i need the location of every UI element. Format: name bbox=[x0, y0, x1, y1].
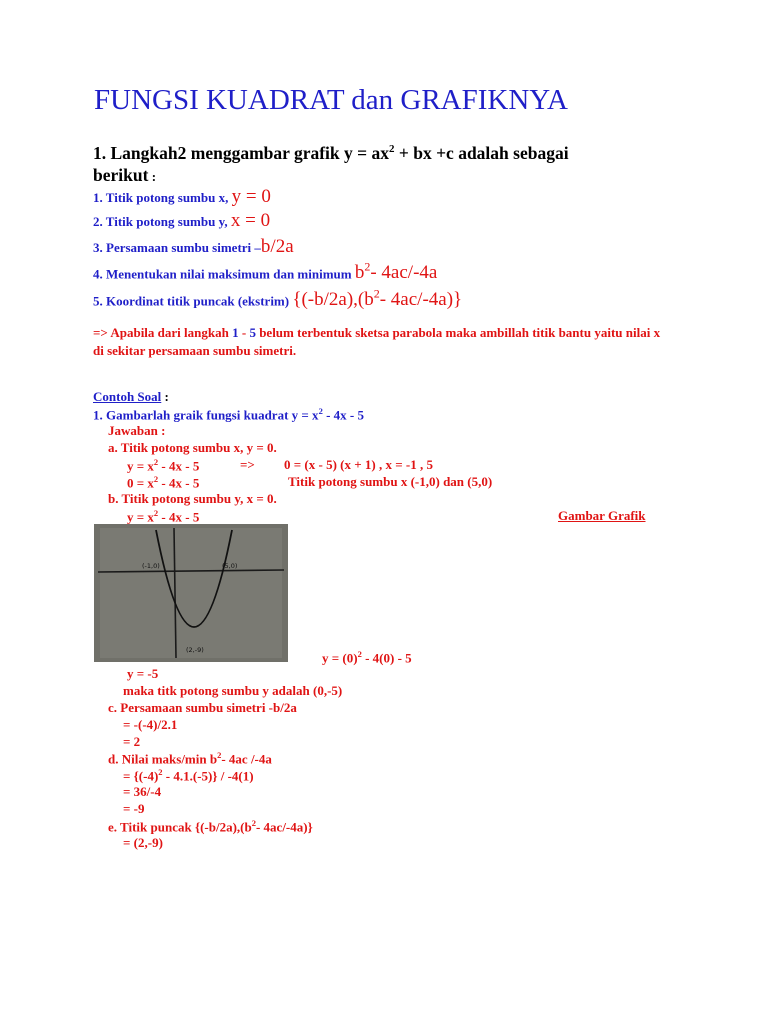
part-b-conclusion: maka titk potong sumbu y adalah (0,-5) bbox=[123, 683, 343, 698]
step-4-text: 4. Menentukan nilai maksimum dan minimum bbox=[93, 266, 352, 282]
contoh-soal-label: Contoh Soal bbox=[93, 389, 162, 404]
step-2-formula: x = 0 bbox=[230, 210, 271, 231]
part-b-line2: $y = (0)^2 - 4(0) - 5$ bbox=[322, 649, 412, 666]
heading-text: 1. Langkah2 menggambar grafik y = ax bbox=[93, 142, 389, 163]
step-3-text: 3. Persamaan sumbu simetri – bbox=[93, 240, 261, 255]
vertex-label: (2,-9) bbox=[186, 646, 204, 654]
part-c-line2: = 2 bbox=[123, 734, 141, 749]
part-b-heading: b. Titik potong sumbu y, x = 0. bbox=[108, 491, 277, 506]
part-d-line2: = 36/-4 bbox=[123, 784, 162, 799]
step-3-formula: b/2a bbox=[260, 236, 294, 257]
step-3 bbox=[93, 236, 294, 258]
part-d-heading: d. Nilai maks/min $b^2-$ 4ac /-4a bbox=[108, 750, 272, 767]
part-c-line1: = -(-4)/2.1 bbox=[123, 717, 178, 732]
part-d-line1: = $\{(-4)^2 - 4.1.(-5)\} / -4(1)$ bbox=[123, 767, 254, 784]
jawaban-label: Jawaban : bbox=[108, 423, 166, 438]
graph-photo bbox=[94, 524, 288, 662]
page-title: FUNGSI KUADRAT dan GRAFIKNYA bbox=[94, 84, 568, 116]
part-e-heading: e. Titik puncak {$(-b/2a),(b^2-$ 4ac/-4a)} bbox=[108, 818, 313, 835]
part-a-arrow: => bbox=[240, 457, 255, 472]
part-b-line3: y = -5 bbox=[127, 666, 159, 681]
part-b-line1: $y = x^2 - 4x - 5$ bbox=[127, 508, 200, 525]
gambar-grafik-label: Gambar Grafik bbox=[558, 508, 646, 523]
step-4 bbox=[93, 260, 437, 284]
heading-superscript: 2 bbox=[389, 143, 395, 155]
part-a-factor: 0 = (x - 5) (x + 1) , x = -1 , 5 bbox=[284, 457, 433, 472]
steps-heading bbox=[93, 138, 569, 188]
heading-text-cont: + bx +c adalah sebagai bbox=[394, 142, 569, 163]
parabola-graph bbox=[94, 524, 288, 662]
step-5-formula: {$(-b/2a),(b^2-$ 4ac/-4a)} bbox=[292, 287, 463, 311]
heading-colon: : bbox=[148, 168, 157, 184]
step-4-formula: $b^2-$ 4ac/-4a bbox=[354, 260, 438, 284]
part-e-line1: = (2,-9) bbox=[123, 835, 163, 850]
step-1 bbox=[93, 186, 271, 208]
part-d-line3: = -9 bbox=[123, 801, 145, 816]
step-1-formula: y = 0 bbox=[231, 186, 271, 207]
step-5-text: 5. Koordinat titik puncak (ekstrim) bbox=[93, 293, 290, 309]
step-5 bbox=[93, 287, 462, 311]
left-root-label: (-1,0) bbox=[142, 562, 160, 570]
right-root-label: (5,0) bbox=[222, 562, 238, 570]
contoh-soal-heading: Contoh Soal : bbox=[93, 389, 169, 404]
heading-line2: berikut bbox=[93, 164, 149, 185]
part-a-heading: a. Titik potong sumbu x, y = 0. bbox=[108, 440, 277, 455]
question-1: 1. Gambarlah graik fungsi kuadrat $y = x^2 - 4x - 5$ bbox=[93, 406, 364, 423]
note-paragraph: => Apabila dari langkah 1 - 5 belum terbentuk sketsa parabola maka ambillah titik bantu yaitu nilai x di sekitar persamaan sumbu simetri. bbox=[93, 325, 661, 358]
step-1-text: 1. Titik potong sumbu x, bbox=[93, 190, 229, 205]
part-a-roots: Titik potong sumbu x (-1,0) dan (5,0) bbox=[288, 474, 493, 489]
step-2-text: 2. Titik potong sumbu y, bbox=[93, 214, 228, 229]
part-a-line1: $y = x^2 - 4x - 5$ bbox=[127, 457, 200, 474]
part-c-heading: c. Persamaan sumbu simetri -b/2a bbox=[108, 700, 297, 715]
part-a-line2: $0 = x^2 - 4x - 5$ bbox=[127, 474, 200, 491]
step-2 bbox=[93, 210, 270, 232]
